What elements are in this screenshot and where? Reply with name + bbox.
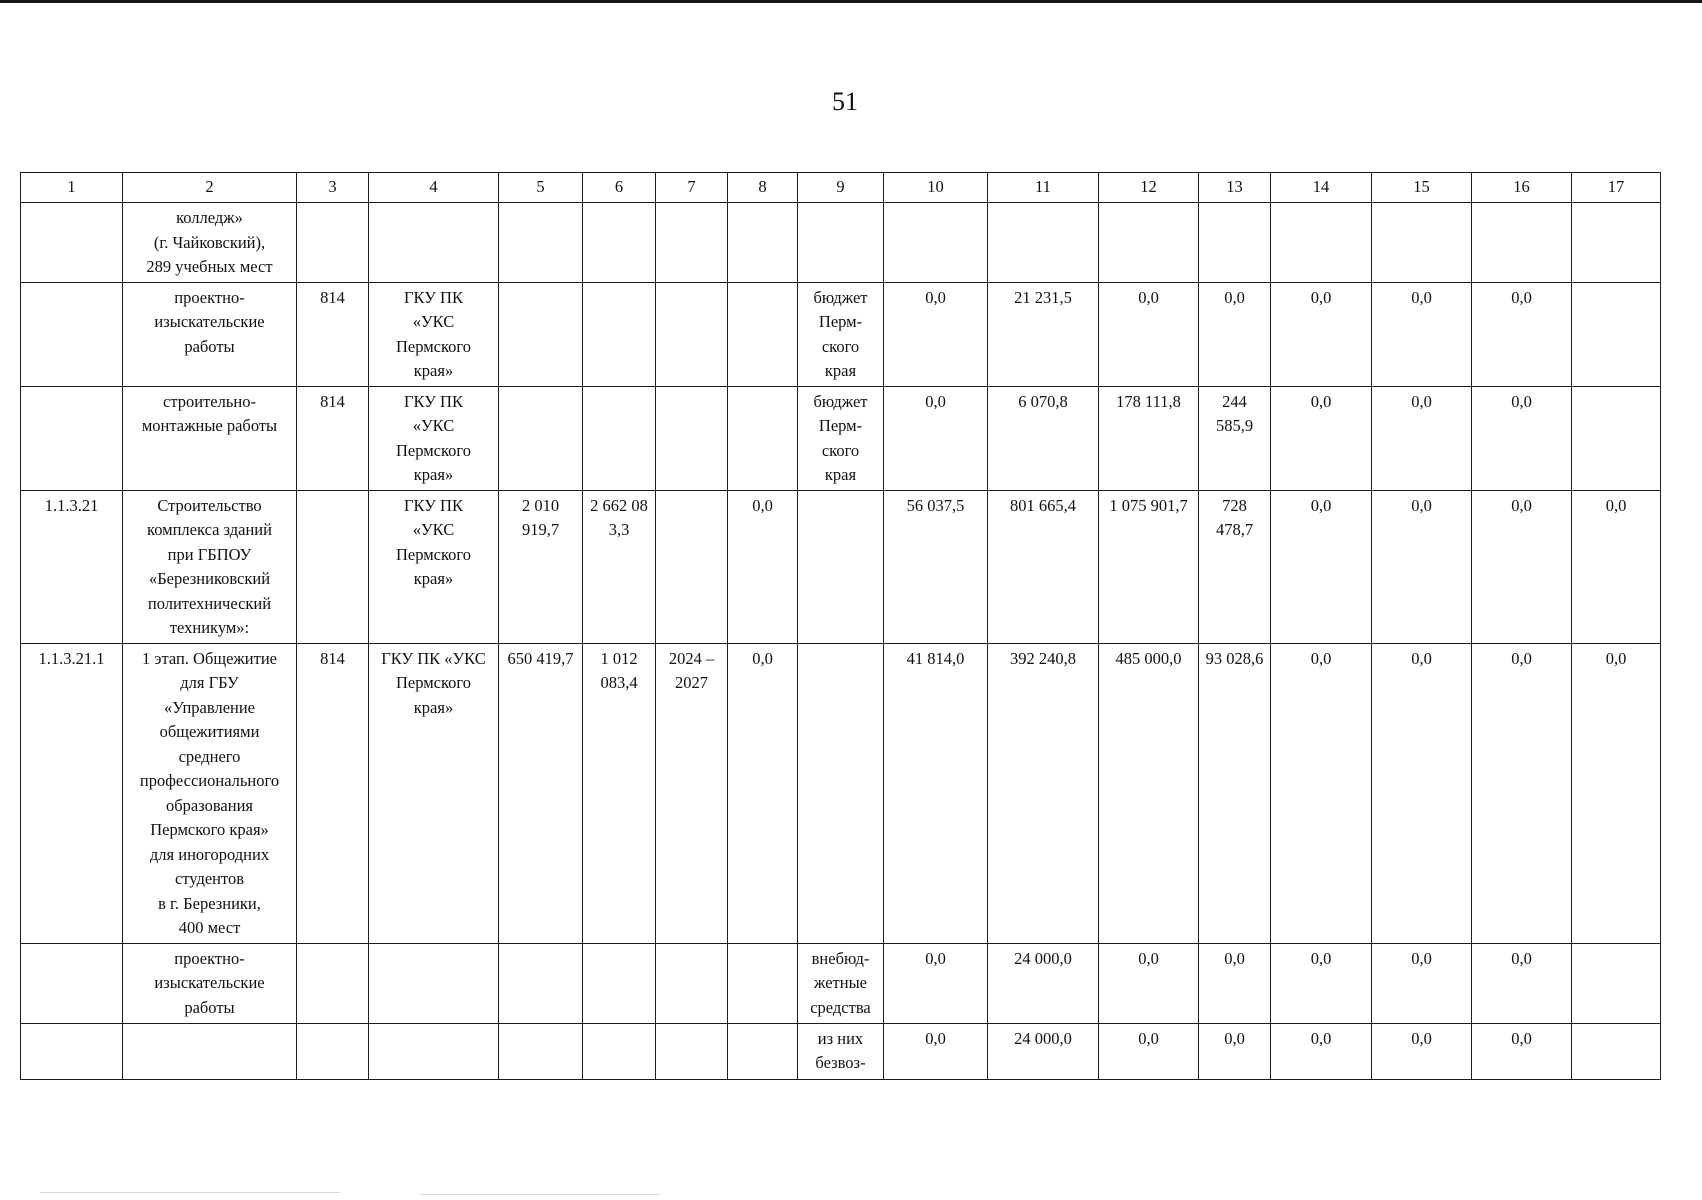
column-header: 7 xyxy=(656,173,728,203)
table-cell: 0,0 xyxy=(1271,386,1372,490)
table-cell: 0,0 xyxy=(884,943,988,1023)
table-cell: 6 070,8 xyxy=(988,386,1099,490)
table-cell: 0,0 xyxy=(1472,943,1572,1023)
table-cell: 814 xyxy=(297,282,369,386)
table-cell: 0,0 xyxy=(1099,943,1199,1023)
table-cell: 0,0 xyxy=(1372,1023,1472,1079)
table-cell: 2 010 919,7 xyxy=(499,490,583,643)
column-header: 13 xyxy=(1199,173,1271,203)
table-cell: 1 075 901,7 xyxy=(1099,490,1199,643)
table-cell xyxy=(583,943,656,1023)
table-cell xyxy=(1372,203,1472,283)
table-cell: 21 231,5 xyxy=(988,282,1099,386)
table-cell: 0,0 xyxy=(1372,643,1472,943)
table-row xyxy=(21,1023,1661,1079)
scan-artifact xyxy=(420,1194,660,1195)
table-cell: 0,0 xyxy=(1572,643,1661,943)
header-row xyxy=(21,173,1661,203)
table-cell: 178 111,8 xyxy=(1099,386,1199,490)
table-row xyxy=(21,282,1661,386)
column-header: 5 xyxy=(499,173,583,203)
table-row xyxy=(21,943,1661,1023)
table-cell: 0,0 xyxy=(1199,282,1271,386)
column-header: 9 xyxy=(798,173,884,203)
column-header: 12 xyxy=(1099,173,1199,203)
table-cell: 0,0 xyxy=(1572,490,1661,643)
column-header: 16 xyxy=(1472,173,1572,203)
table-cell: 0,0 xyxy=(1372,490,1472,643)
table-cell: 0,0 xyxy=(1472,386,1572,490)
table-cell: 0,0 xyxy=(1372,943,1472,1023)
data-table xyxy=(20,172,1661,1080)
table-cell xyxy=(583,1023,656,1079)
table-row xyxy=(21,386,1661,490)
column-header: 1 xyxy=(21,173,123,203)
table-cell: 1 этап. Общежитие для ГБУ «Управление общежитиями среднего профессионального образования Пермского края» для иногородних студентов в г. Березники, 400 мест xyxy=(123,643,297,943)
table-cell xyxy=(21,1023,123,1079)
table-cell xyxy=(1099,203,1199,283)
column-header: 8 xyxy=(728,173,798,203)
table-cell xyxy=(1572,203,1661,283)
table-cell: 0,0 xyxy=(728,490,798,643)
table-cell: 0,0 xyxy=(1199,1023,1271,1079)
table-cell: 0,0 xyxy=(1472,1023,1572,1079)
table-cell: 0,0 xyxy=(1472,490,1572,643)
scan-artifact xyxy=(40,1192,340,1193)
table-cell xyxy=(656,490,728,643)
table-cell xyxy=(1199,203,1271,283)
table-cell xyxy=(988,203,1099,283)
table-cell xyxy=(1572,386,1661,490)
table-cell xyxy=(583,203,656,283)
table-cell: 24 000,0 xyxy=(988,1023,1099,1079)
table-cell xyxy=(583,386,656,490)
table-cell xyxy=(499,943,583,1023)
table-cell: 0,0 xyxy=(1099,1023,1199,1079)
table-cell: 41 814,0 xyxy=(884,643,988,943)
table-cell: Строительство комплекса зданий при ГБПОУ «Березниковский политехнический техникум»: xyxy=(123,490,297,643)
table-cell: 0,0 xyxy=(1372,386,1472,490)
table-cell: ГКУ ПК «УКС Пермского края» xyxy=(369,282,499,386)
table-cell: 0,0 xyxy=(1271,1023,1372,1079)
table-cell xyxy=(728,943,798,1023)
column-header: 4 xyxy=(369,173,499,203)
table-cell: 728 478,7 xyxy=(1199,490,1271,643)
table-cell xyxy=(728,203,798,283)
table-cell xyxy=(1472,203,1572,283)
table-cell xyxy=(656,1023,728,1079)
table-cell xyxy=(1572,282,1661,386)
table-cell xyxy=(798,203,884,283)
table-cell: бюджет Перм- ского края xyxy=(798,282,884,386)
table-cell: 0,0 xyxy=(1099,282,1199,386)
table-cell: 0,0 xyxy=(1472,282,1572,386)
table-cell xyxy=(728,386,798,490)
column-header: 15 xyxy=(1372,173,1472,203)
table-cell xyxy=(798,490,884,643)
table-cell: проектно- изыскательские работы xyxy=(123,943,297,1023)
table-cell: 0,0 xyxy=(1271,643,1372,943)
table-cell: ГКУ ПК «УКС Пермского края» xyxy=(369,386,499,490)
table-cell: колледж» (г. Чайковский), 289 учебных мест xyxy=(123,203,297,283)
table-cell xyxy=(21,386,123,490)
table-cell: 814 xyxy=(297,643,369,943)
table-cell: 93 028,6 xyxy=(1199,643,1271,943)
table-cell: 0,0 xyxy=(1472,643,1572,943)
page-number: 51 xyxy=(832,87,858,116)
table-cell: 814 xyxy=(297,386,369,490)
table-cell: бюджет Перм- ского края xyxy=(798,386,884,490)
table-cell: 392 240,8 xyxy=(988,643,1099,943)
table-row xyxy=(21,643,1661,943)
table-cell: 0,0 xyxy=(884,1023,988,1079)
table-cell xyxy=(1271,203,1372,283)
table-cell xyxy=(728,1023,798,1079)
table-cell: 1 012 083,4 xyxy=(583,643,656,943)
table-cell: проектно- изыскательские работы xyxy=(123,282,297,386)
scan-top-edge xyxy=(0,0,1702,3)
table-cell xyxy=(21,203,123,283)
table-cell xyxy=(656,203,728,283)
table-cell xyxy=(656,943,728,1023)
table-cell: 1.1.3.21 xyxy=(21,490,123,643)
table-cell: 0,0 xyxy=(1271,282,1372,386)
table-cell xyxy=(656,282,728,386)
column-header: 3 xyxy=(297,173,369,203)
table-cell: 0,0 xyxy=(1271,490,1372,643)
table-cell xyxy=(583,282,656,386)
table-cell xyxy=(499,203,583,283)
table-cell: из них безвоз- xyxy=(798,1023,884,1079)
table-cell xyxy=(21,282,123,386)
table-cell: 485 000,0 xyxy=(1099,643,1199,943)
column-header: 10 xyxy=(884,173,988,203)
table-cell: 2 662 08 3,3 xyxy=(583,490,656,643)
table-cell xyxy=(1572,1023,1661,1079)
table-cell xyxy=(884,203,988,283)
table-cell xyxy=(21,943,123,1023)
table-row xyxy=(21,490,1661,643)
table-cell xyxy=(499,386,583,490)
table-cell xyxy=(656,386,728,490)
table-cell: 0,0 xyxy=(1372,282,1472,386)
table-cell xyxy=(1572,943,1661,1023)
table-cell: 0,0 xyxy=(728,643,798,943)
table-cell xyxy=(499,282,583,386)
table-cell: строительно- монтажные работы xyxy=(123,386,297,490)
table-cell: 244 585,9 xyxy=(1199,386,1271,490)
table-cell xyxy=(798,643,884,943)
column-header: 17 xyxy=(1572,173,1661,203)
table-cell xyxy=(123,1023,297,1079)
table-cell xyxy=(297,490,369,643)
table-cell xyxy=(297,203,369,283)
table-cell: 24 000,0 xyxy=(988,943,1099,1023)
column-header: 14 xyxy=(1271,173,1372,203)
table-cell: ГКУ ПК «УКС Пермского края» xyxy=(369,490,499,643)
table-cell xyxy=(499,1023,583,1079)
table-cell xyxy=(728,282,798,386)
table-cell xyxy=(369,203,499,283)
table-cell: ГКУ ПК «УКС Пермского края» xyxy=(369,643,499,943)
table-cell: 801 665,4 xyxy=(988,490,1099,643)
table-row xyxy=(21,203,1661,283)
table-cell: 2024 – 2027 xyxy=(656,643,728,943)
table-cell xyxy=(297,943,369,1023)
table-cell xyxy=(369,1023,499,1079)
table-cell xyxy=(369,943,499,1023)
table-cell: 0,0 xyxy=(884,386,988,490)
table-cell: 56 037,5 xyxy=(884,490,988,643)
table-cell: 0,0 xyxy=(1271,943,1372,1023)
column-header: 2 xyxy=(123,173,297,203)
table-cell: 0,0 xyxy=(1199,943,1271,1023)
table-cell xyxy=(297,1023,369,1079)
table-cell: 0,0 xyxy=(884,282,988,386)
column-header: 11 xyxy=(988,173,1099,203)
table-cell: 650 419,7 xyxy=(499,643,583,943)
table-cell: внебюд- жетные средства xyxy=(798,943,884,1023)
column-header: 6 xyxy=(583,173,656,203)
table-cell: 1.1.3.21.1 xyxy=(21,643,123,943)
